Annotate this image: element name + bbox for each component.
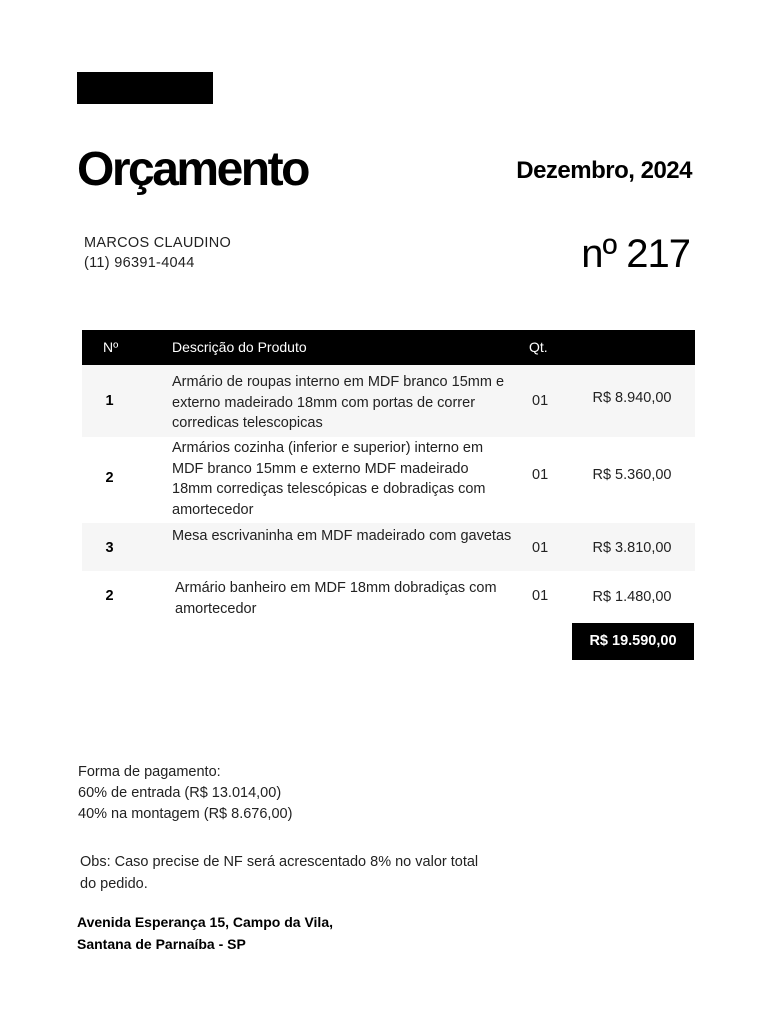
header-num: Nº	[103, 339, 119, 355]
row-num: 2	[105, 588, 114, 604]
row-desc: Mesa escrivaninha em MDF madeirado com gavetas	[172, 528, 512, 544]
row-desc: Armário de roupas interno em MDF branco 15mm e externo madeirado 18mm com portas de correr corredicas telescopicas	[172, 374, 505, 431]
table-header	[82, 330, 695, 365]
payment-line-1: 60% de entrada (R$ 13.014,00)	[78, 785, 282, 801]
document-title: Orçamento	[77, 143, 308, 196]
client-phone: (11) 96391-4044	[84, 255, 195, 271]
payment-terms	[78, 762, 292, 825]
quote-number: nº 217	[581, 232, 690, 276]
total-amount: R$ 19.590,00	[572, 623, 694, 660]
payment-line-2: 40% na montagem (R$ 8.676,00)	[78, 806, 293, 822]
products-table	[82, 330, 695, 623]
client-name: MARCOS CLAUDINO	[84, 235, 232, 251]
header-qty: Qt.	[529, 339, 548, 355]
address-line-2: Santana de Parnaíba - SP	[77, 936, 246, 952]
document-date: Dezembro, 2024	[516, 157, 692, 184]
address-line-1: Avenida Esperança 15, Campo da Vila,	[77, 914, 333, 930]
table-row	[82, 437, 695, 523]
row-num: 2	[105, 470, 114, 486]
client-info	[84, 233, 231, 273]
row-qty: 01	[532, 467, 549, 483]
header-desc: Descrição do Produto	[172, 339, 307, 355]
row-price: R$ 1.480,00	[592, 589, 672, 605]
row-qty: 01	[532, 588, 549, 604]
table-row	[82, 523, 695, 571]
row-num: 3	[105, 540, 114, 556]
row-num: 1	[105, 393, 114, 409]
row-price: R$ 8.940,00	[592, 390, 672, 406]
logo-block	[77, 72, 213, 104]
row-qty: 01	[532, 540, 549, 556]
row-qty: 01	[532, 393, 549, 409]
table-row	[82, 571, 695, 623]
row-desc: Armários cozinha (inferior e superior) interno em MDF branco 15mm e externo MDF madeirado 18mm corrediças telescópicas e dobradiças com amortecedor	[172, 440, 486, 518]
row-desc: Armário banheiro em MDF 18mm dobradiças com amortecedor	[175, 580, 497, 617]
table-row	[82, 365, 695, 437]
observation-note: Obs: Caso precise de NF será acrescentado 8% no valor total do pedido.	[80, 854, 479, 892]
row-price: R$ 5.360,00	[592, 467, 672, 483]
row-price: R$ 3.810,00	[592, 540, 672, 556]
address	[77, 911, 333, 955]
payment-label: Forma de pagamento:	[78, 764, 221, 780]
